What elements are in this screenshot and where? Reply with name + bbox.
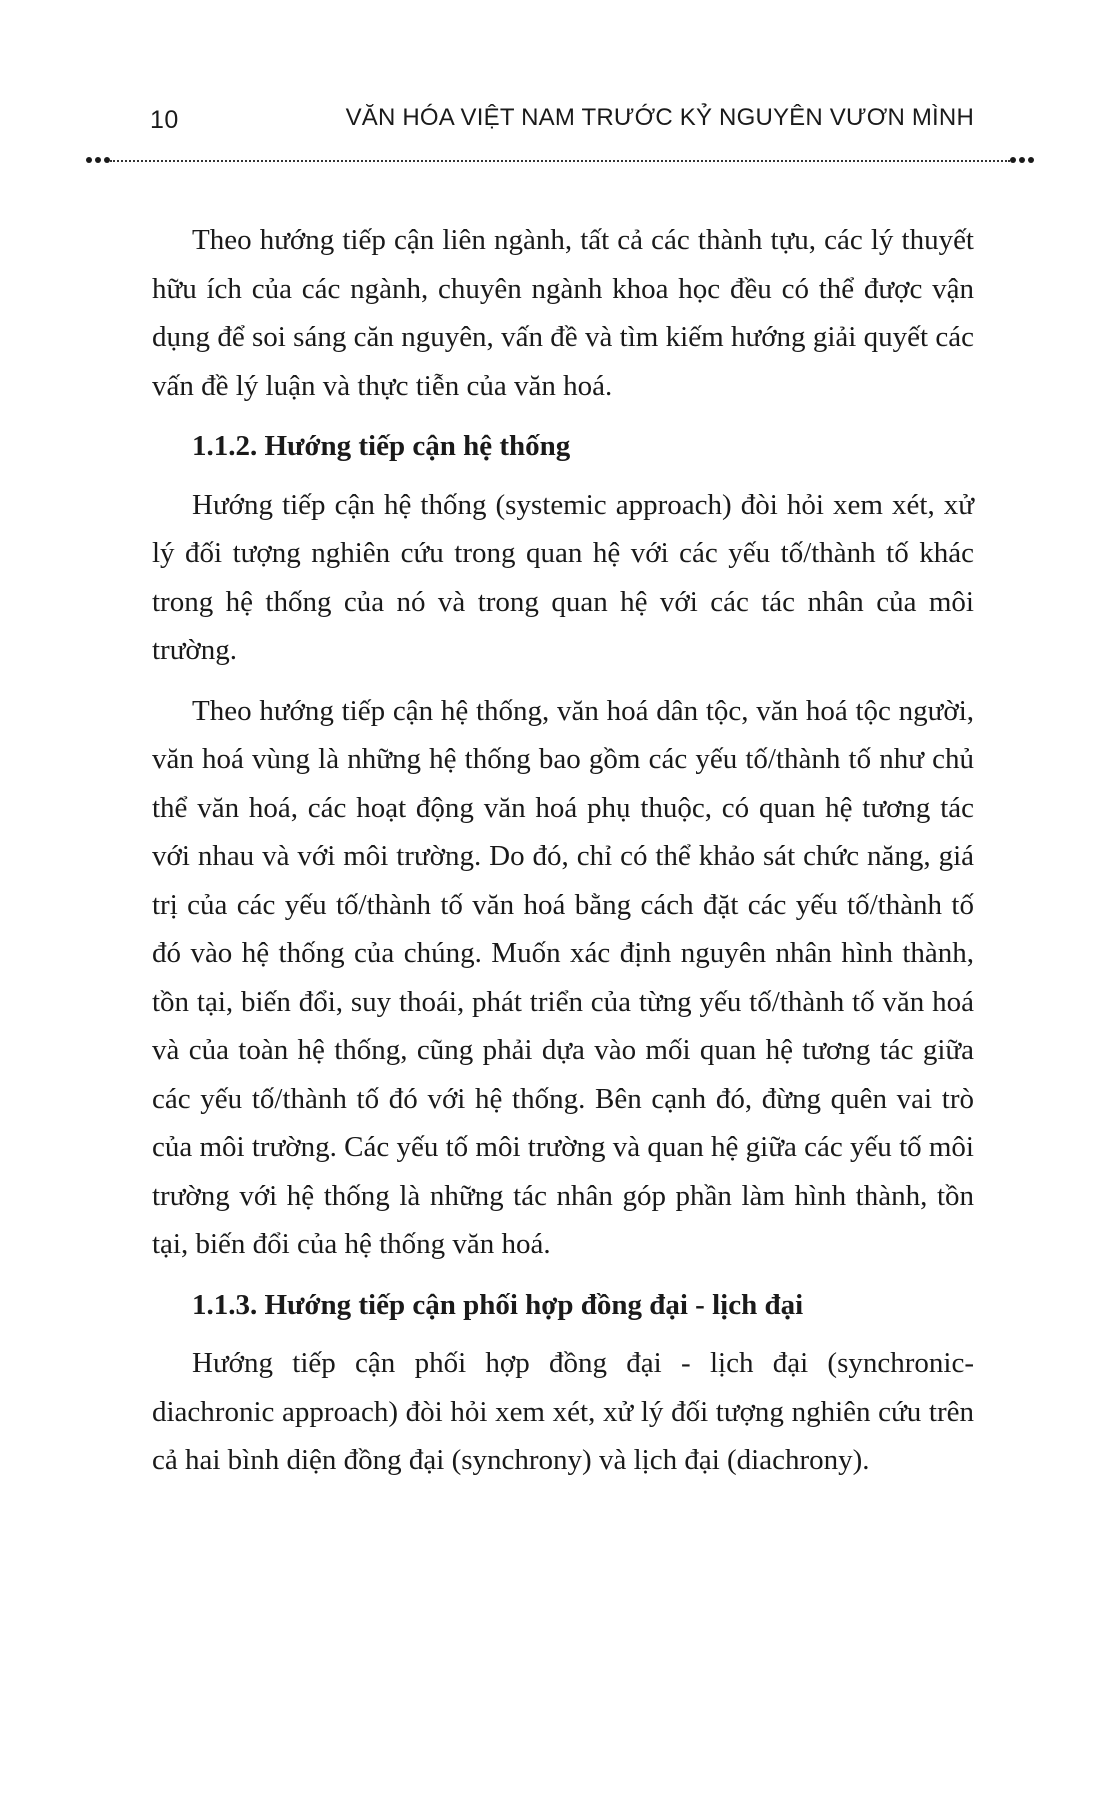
- page-header: [150, 100, 974, 144]
- section-heading: 1.1.3. Hướng tiếp cận phối hợp đồng đại - lịch đại: [192, 1288, 804, 1321]
- page-number: 10: [150, 106, 179, 134]
- body-paragraph: Hướng tiếp cận hệ thống (systemic approach) đòi hỏi xem xét, xử lý đối tượng nghiên cứu trong quan hệ với các yếu tố/thành tố khác trong hệ thống của nó và trong quan hệ với các tác nhân của môi trường.: [152, 488, 974, 666]
- page-body: [152, 216, 974, 1497]
- divider-dots-right-icon: [1010, 157, 1034, 163]
- running-title: VĂN HÓA VIỆT NAM TRƯỚC KỶ NGUYÊN VƯƠN MÌNH: [345, 104, 974, 131]
- header-divider: [86, 157, 1034, 163]
- dotted-rule: [110, 160, 1010, 162]
- divider-dots-left-icon: [86, 157, 110, 163]
- body-paragraph: Theo hướng tiếp cận hệ thống, văn hoá dân tộc, văn hoá tộc người, văn hoá vùng là những hệ thống bao gồm các yếu tố/thành tố như chủ thể văn hoá, các hoạt động văn hoá phụ thuộc, có quan hệ tương tác với nhau và với môi trường. Do đó, chỉ có thể khảo sát chức năng, giá trị của các yếu tố/thành tố văn hoá bằng cách đặt các yếu tố/thành tố đó vào hệ thống của chúng. Muốn xác định nguyên nhân hình thành, tồn tại, biến đổi, suy thoái, phát triển của từng yếu tố/thành tố văn hoá và của toàn hệ thống, cũng phải dựa vào mối quan hệ tương tác giữa các yếu tố/thành tố đó với hệ thống. Bên cạnh đó, đừng quên vai trò của môi trường. Các yếu tố môi trường và quan hệ giữa các yếu tố môi trường với hệ thống là những tác nhân góp phần làm hình thành, tồn tại, biến đổi của hệ thống văn hoá.: [152, 694, 974, 1260]
- body-paragraph: Hướng tiếp cận phối hợp đồng đại - lịch đại (synchronic-diachronic approach) đòi hỏi xem xét, xử lý đối tượng nghiên cứu trên cả hai bình diện đồng đại (synchrony) và lịch đại (diachrony).: [152, 1347, 974, 1476]
- section-heading: 1.1.2. Hướng tiếp cận hệ thống: [192, 430, 571, 462]
- body-paragraph: Theo hướng tiếp cận liên ngành, tất cả các thành tựu, các lý thuyết hữu ích của các ngành, chuyên ngành khoa học đều có thể được vận dụng để soi sáng căn nguyên, vấn đề và tìm kiếm hướng giải quyết các vấn đề lý luận và thực tiễn của văn hoá.: [152, 224, 974, 402]
